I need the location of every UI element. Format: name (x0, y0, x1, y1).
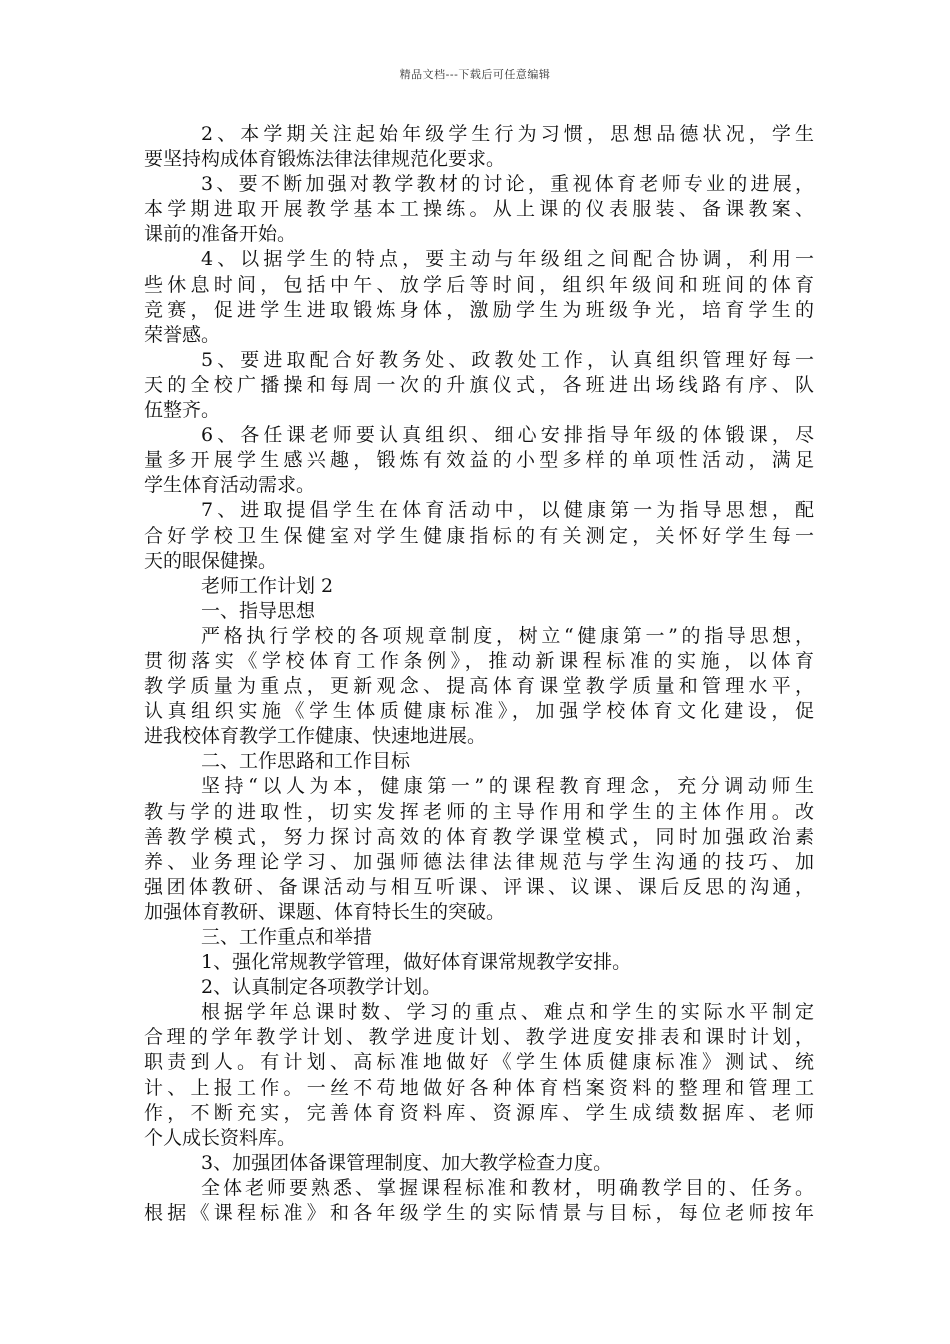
text-line: 荣誉感。 (144, 323, 221, 346)
text-line: 天的全校广播操和每周一次的升旗仪式，各班进出场线路有序、队 (144, 373, 814, 396)
text-line: 计、上报工作。一丝不苟地做好各种体育档案资料的整理和管理工 (144, 1076, 814, 1099)
text-line: 课前的准备开始。 (144, 223, 297, 246)
text-line: 全体老师要熟悉、掌握课程标准和教材，明确教学目的、任务。 (201, 1176, 814, 1199)
text-line: 根据《课程标准》和各年级学生的实际情景与目标，每位老师按年 (144, 1202, 814, 1225)
text-line: 合理的学年教学计划、教学进度计划、教学进度安排表和课时计划， (144, 1026, 814, 1049)
text-line: 教学质量为重点，更新观念、提高体育课堂教学质量和管理水平， (144, 675, 814, 698)
text-line: 加强体育教研、课题、体育特长生的突破。 (144, 900, 506, 923)
text-line: 教与学的进取性，切实发挥老师的主导作用和学生的主体作用。改 (144, 800, 814, 823)
text-line: 善教学模式，努力探讨高效的体育教学课堂模式，同时加强政治素 (144, 825, 814, 848)
text-line: 量多开展学生感兴趣，锻炼有效益的小型多样的单项性活动，满足 (144, 449, 814, 472)
text-line: 养、业务理论学习、加强师德法律法律规范与学生沟通的技巧、加 (144, 850, 814, 873)
text-line: 3、要不断加强对教学教材的讨论，重视体育老师专业的进展， (201, 173, 814, 196)
text-line: 3、加强团体备课管理制度、加大教学检查力度。 (201, 1151, 613, 1174)
text-line: 合好学校卫生保健室对学生健康指标的有关测定，关怀好学生每一 (144, 524, 814, 547)
text-line: 个人成长资料库。 (144, 1126, 297, 1149)
text-line: 根据学年总课时数、学习的重点、难点和学生的实际水平制定 (201, 1001, 814, 1024)
text-line: 贯彻落实《学校体育工作条例》，推动新课程标准的实施，以体育 (144, 649, 814, 672)
text-line: 2、本学期关注起始年级学生行为习惯，思想品德状况，学生 (201, 123, 814, 145)
text-line: 强团体教研、备课活动与相互听课、评课、议课、课后反思的沟通， (144, 875, 814, 898)
text-line: 二、工作思路和工作目标 (201, 750, 411, 773)
text-line: 竞赛，促进学生进取锻炼身体，激励学生为班级争光，培育学生的 (144, 298, 814, 321)
text-line: 5、要进取配合好教务处、政教处工作，认真组织管理好每一 (201, 348, 814, 371)
text-line: 伍整齐。 (144, 399, 221, 422)
text-line: 作，不断充实，完善体育资料库、资源库、学生成绩数据库、老师 (144, 1101, 814, 1124)
text-line: 严格执行学校的各项规章制度，树立“健康第一”的指导思想， (201, 624, 814, 647)
document-body (144, 122, 814, 1226)
text-line: 要坚持构成体育锻炼法律法律规范化要求。 (144, 148, 506, 171)
text-line: 6、各任课老师要认真组织、细心安排指导年级的体锻课，尽 (201, 424, 814, 447)
text-line: 认真组织实施《学生体质健康标准》，加强学校体育文化建设，促 (144, 700, 814, 723)
text-line: 天的眼保健操。 (144, 549, 278, 572)
page-header-watermark: 精品文档---下载后可任意编辑 (399, 68, 551, 81)
text-line: 7、进取提倡学生在体育活动中，以健康第一为指导思想，配 (201, 499, 814, 522)
text-line: 三、工作重点和举措 (201, 926, 373, 948)
text-line: 一、指导思想 (201, 599, 316, 622)
text-line: 2、认真制定各项教学计划。 (201, 976, 442, 999)
text-line: 1、强化常规教学管理，做好体育课常规教学安排。 (201, 951, 632, 974)
text-line: 进我校体育教学工作健康、快速地进展。 (144, 725, 487, 748)
text-line: 职责到人。有计划、高标准地做好《学生体质健康标准》测试、统 (144, 1051, 814, 1074)
text-line: 些休息时间，包括中午、放学后等时间，组织年级间和班间的体育 (144, 273, 814, 296)
text-line: 本学期进取开展教学基本工操练。从上课的仪表服装、备课教案、 (144, 198, 814, 221)
text-line: 老师工作计划 2 (201, 574, 334, 597)
text-line: 坚持“以人为本，健康第一”的课程教育理念，充分调动师生 (201, 775, 814, 798)
text-line: 学生体育活动需求。 (144, 474, 316, 497)
text-line: 4、以据学生的特点，要主动与年级组之间配合协调，利用一 (201, 248, 814, 271)
